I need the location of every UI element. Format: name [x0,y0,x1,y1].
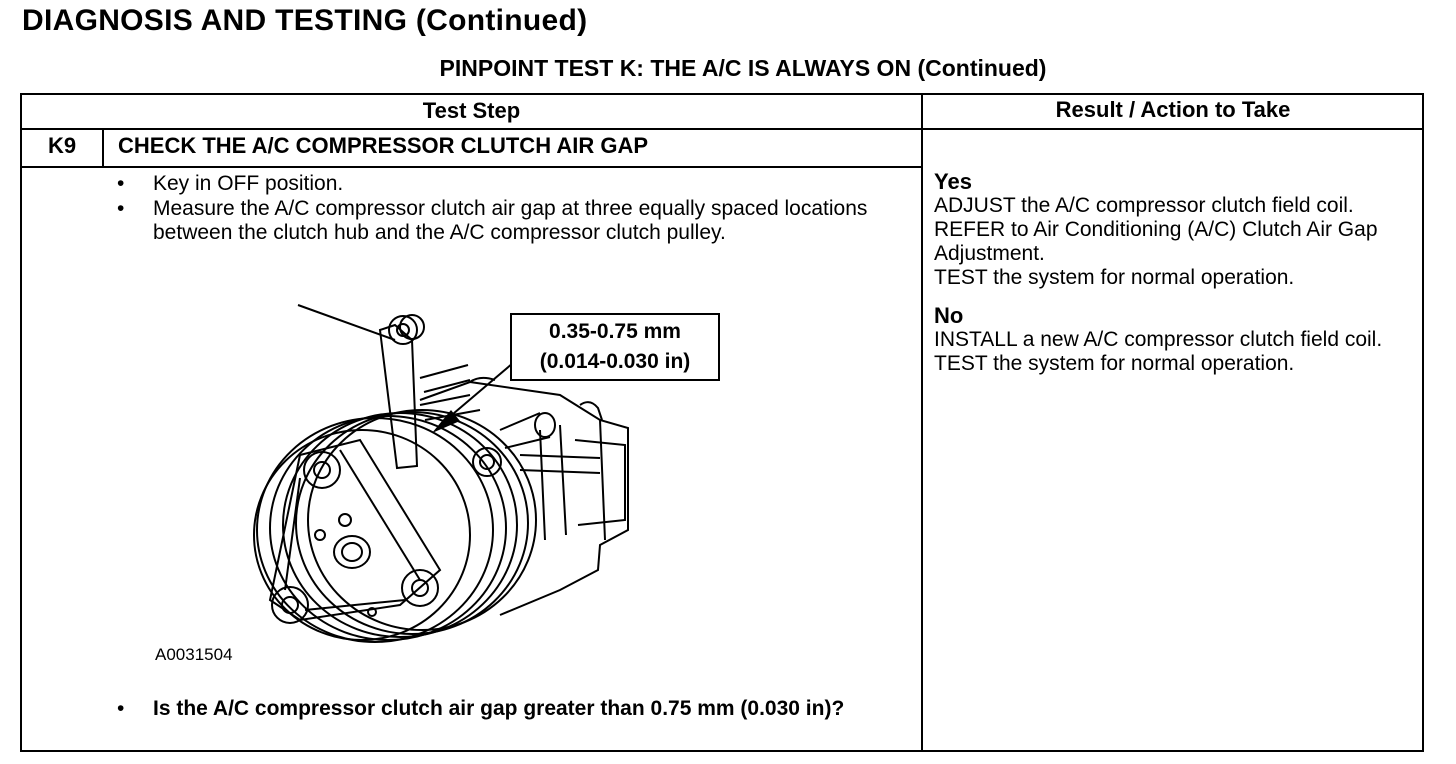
result-yes [934,170,1414,290]
page-header: DIAGNOSIS AND TESTING (Continued) [22,4,588,37]
dimension-callout [510,313,720,381]
result-yes-test: TEST the system for normal operation. [934,266,1295,289]
result-no-text: INSTALL a new A/C compressor clutch field coil. TEST the system for normal operation. [934,328,1383,375]
step-id: K9 [47,133,77,158]
result-yes-text: ADJUST the A/C compressor clutch field coil. REFER to Air Conditioning (A/C) Clutch Air Gap Adjustment. [934,194,1378,265]
column-header-result: Result / Action to Take [1055,97,1291,122]
result-no-label: No [934,303,964,328]
column-header-test-step: Test Step [422,98,521,123]
step-title: CHECK THE A/C COMPRESSOR CLUTCH AIR GAP [118,133,649,158]
instruction-item: • Measure the A/C compressor clutch air gap at three equally spaced locations between the clutch hub and the A/C compressor clutch pulley. [112,197,892,246]
pinpoint-test-title: PINPOINT TEST K: THE A/C IS ALWAYS ON (Continued) [439,55,1047,81]
result-yes-label: Yes [934,169,972,194]
figure-id: A0031504 [155,645,233,664]
step-question: • Is the A/C compressor clutch air gap greater than 0.75 mm (0.030 in)? [112,697,892,721]
instruction-item: • Key in OFF position. [112,172,892,197]
result-no [934,304,1414,376]
callout-metric: 0.35-0.75 mm [549,320,681,343]
callout-imperial: (0.014-0.030 in) [539,350,691,373]
